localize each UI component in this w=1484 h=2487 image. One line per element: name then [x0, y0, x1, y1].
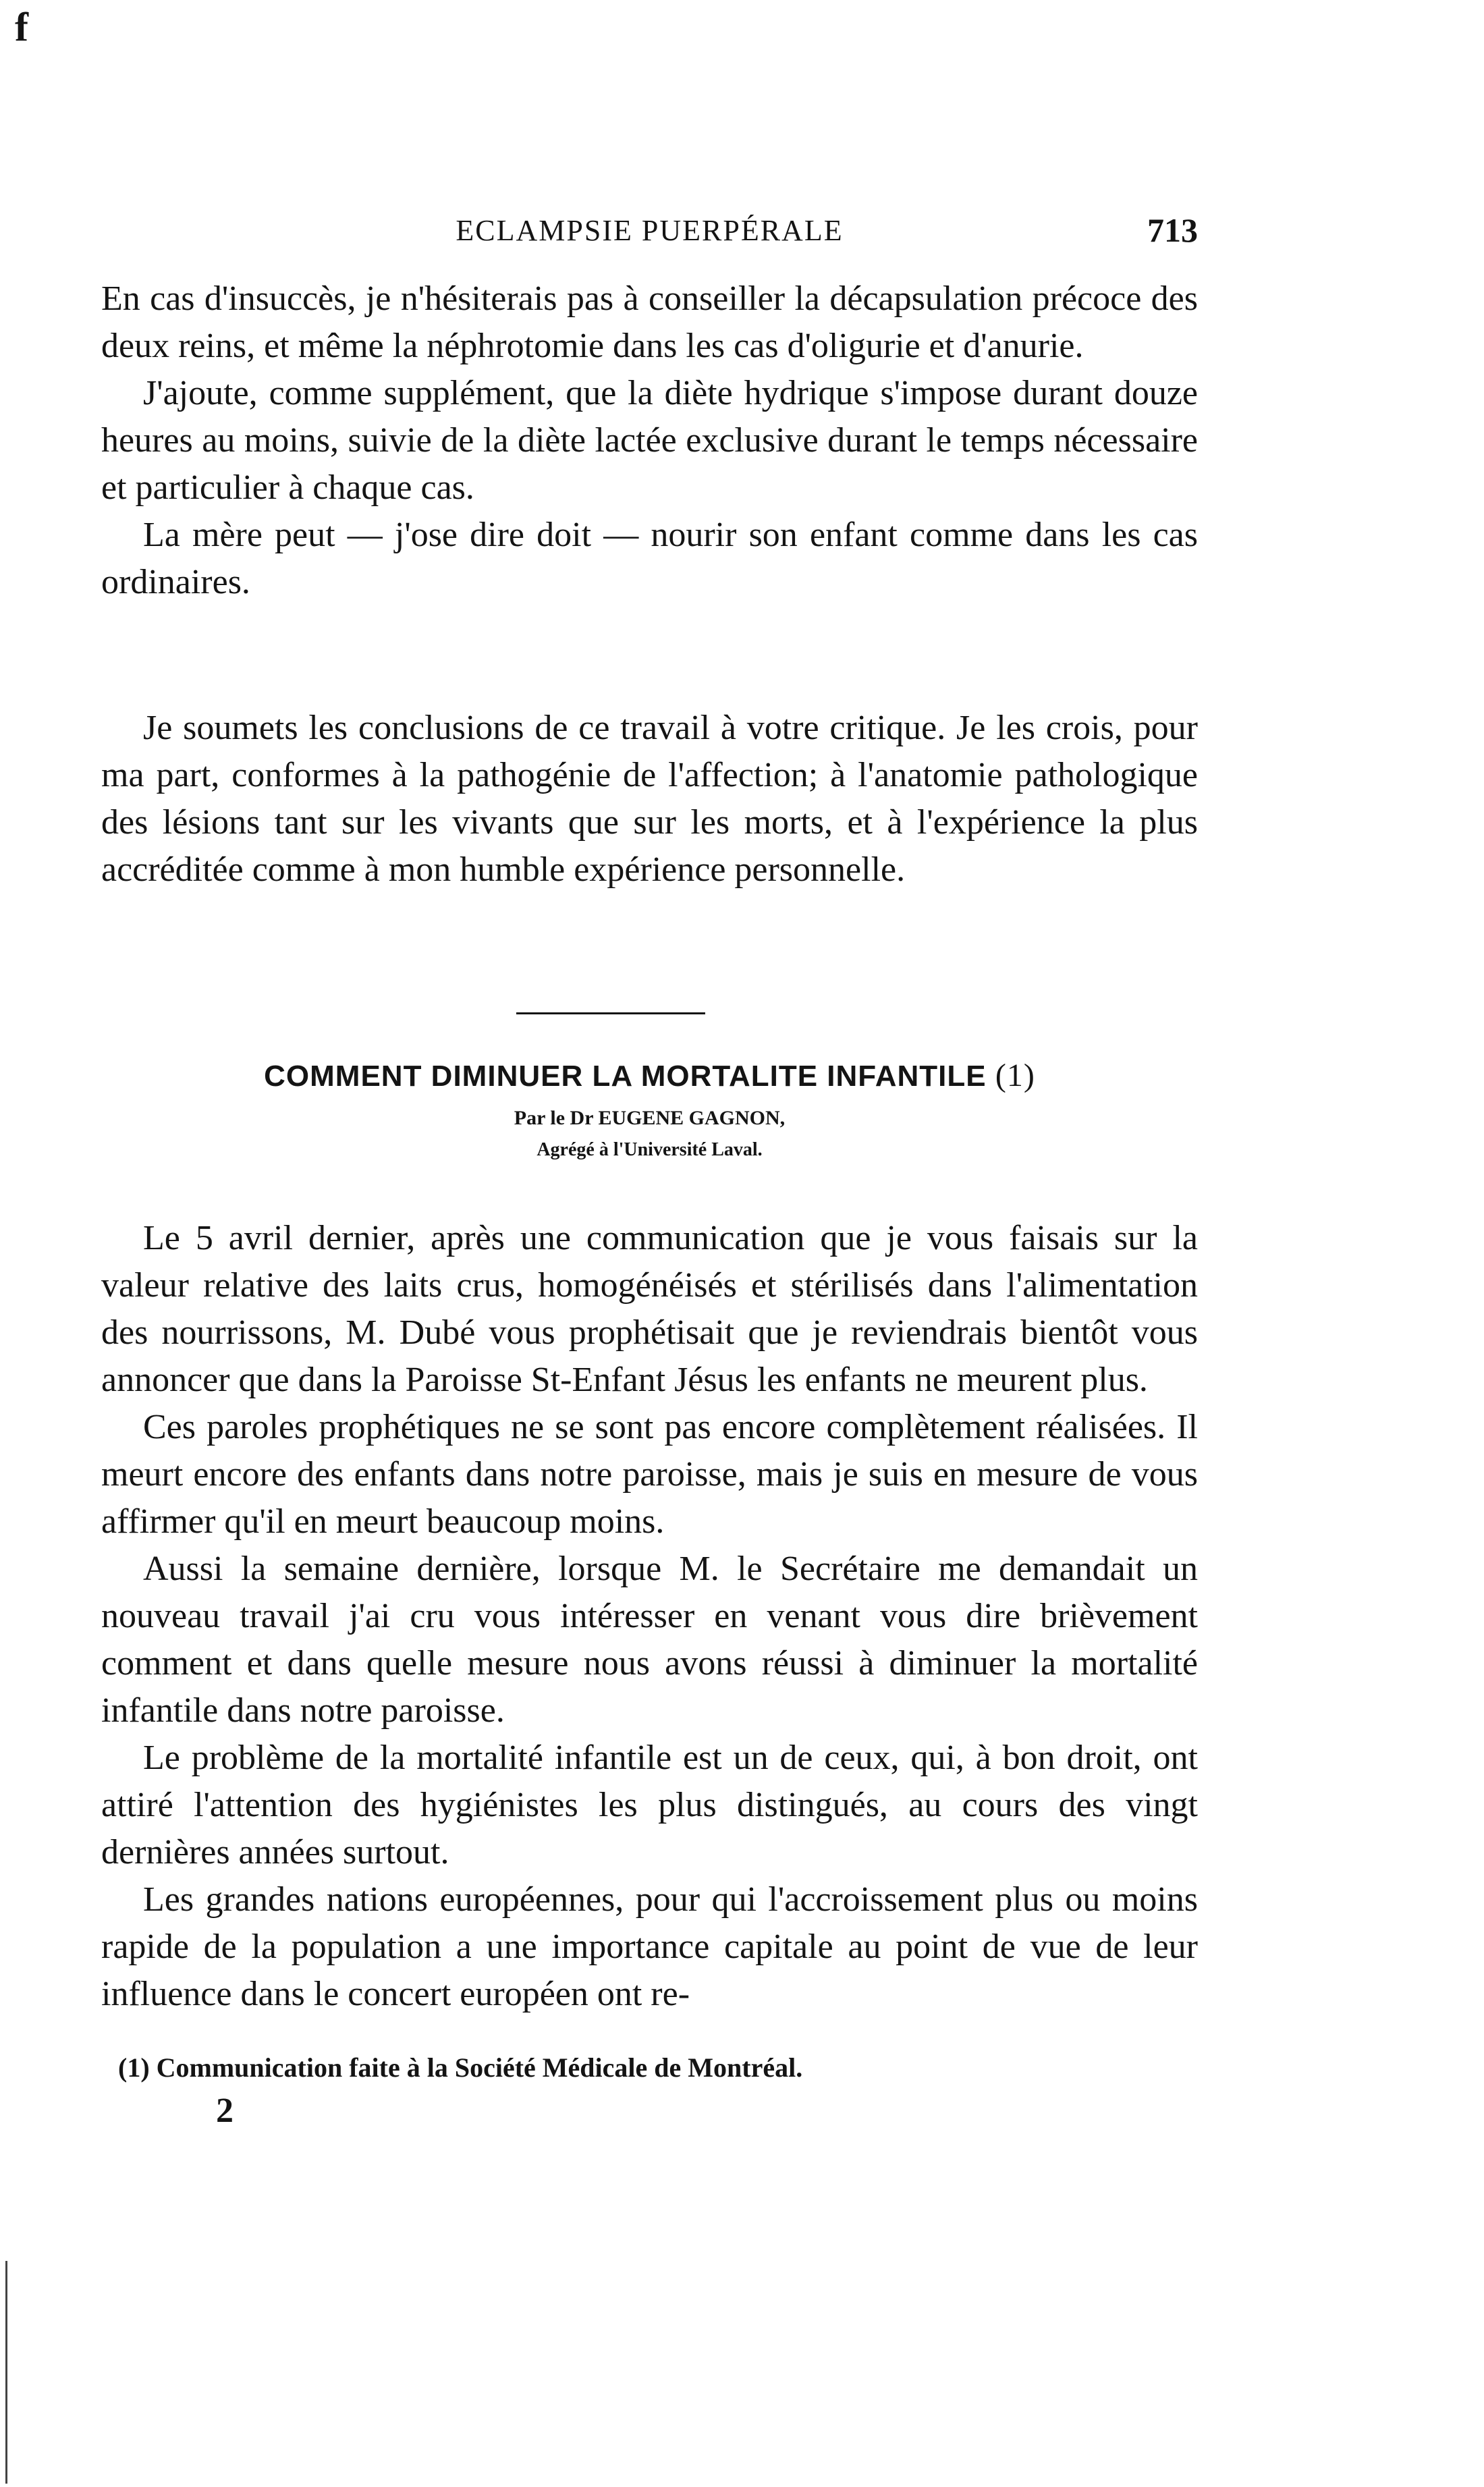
paragraph: Je soumets les conclusions de ce travail à votre critique. Je les crois, pour ma part, conformes à la pathogénie de l'affection; à l'anatomie pathologique des lésions tant sur les vivants que sur les morts, et à l'expérience la plus accréditée comme à mon humble expérience personnelle. — [101, 709, 1198, 889]
section-conclusion — [101, 705, 1198, 894]
paragraph: J'ajoute, comme supplément, que la diète hydrique s'impose durant douze heures au moins, suivie de la diète lactée exclusive durant le temps nécessaire et particulier à chaque cas. — [101, 374, 1198, 507]
article-title — [101, 1057, 1198, 1094]
paragraph: Aussi la semaine dernière, lorsque M. le Secrétaire me demandait un nouveau travail j'ai cru vous intéresser en venant vous dire brièvement comment et dans quelle mesure nous avons réussi à diminuer la mortalité infantile dans notre paroisse. — [101, 1550, 1198, 1730]
author-byline: Par le Dr EUGENE GAGNON, — [514, 1107, 786, 1129]
article-title-text: COMMENT DIMINUER LA MORTALITE INFANTILE — [264, 1060, 987, 1093]
author-affiliation: Agrégé à l'Université Laval. — [537, 1139, 763, 1160]
section-separator — [516, 1012, 705, 1014]
paragraph: Les grandes nations européennes, pour qui l'accroissement plus ou moins rapide de la population a une importance capitale au point de vue de leur influence dans le concert européen ont re- — [101, 1880, 1198, 2013]
paragraph: La mère peut — j'ose dire doit — nourir son enfant comme dans les cas ordinaires. — [101, 516, 1198, 601]
binding-edge-mark — [5, 2261, 7, 2484]
page-header — [101, 200, 1198, 261]
section-eclampsie-end — [101, 275, 1198, 606]
paragraph: En cas d'insuccès, je n'hésiterais pas à conseiller la décapsulation précoce des deux reins, et même la néphrotomie dans les cas d'oligurie et d'anurie. — [101, 279, 1198, 365]
signature-mark: 2 — [216, 2092, 233, 2130]
running-title: ECLAMPSIE PUERPÉRALE — [456, 213, 844, 247]
footnote-reference: (1) — [995, 1058, 1035, 1093]
footnote: (1) Communication faite à la Société Médicale de Montréal. — [118, 2052, 803, 2083]
page-number: 713 — [1147, 211, 1198, 249]
article-body — [101, 1215, 1198, 2018]
corner-mark: f — [15, 5, 28, 49]
paragraph: Le 5 avril dernier, après une communication que je vous faisais sur la valeur relative des laits crus, homogénéisés et stérilisés dans l'alimentation des nourrissons, M. Dubé vous prophétisait que je reviendrais bientôt vous annoncer que dans la Paroisse St-Enfant Jésus les enfants ne meurent plus. — [101, 1219, 1198, 1399]
paragraph: Ces paroles prophétiques ne se sont pas encore complètement réalisées. Il meurt encore des enfants dans notre paroisse, mais je suis en mesure de vous affirmer qu'il en meurt beaucoup moins. — [101, 1408, 1198, 1541]
paragraph: Le problème de la mortalité infantile est un de ceux, qui, à bon droit, ont attiré l'attention des hygiénistes les plus distingués, au cours des vingt dernières années surtout. — [101, 1739, 1198, 1871]
